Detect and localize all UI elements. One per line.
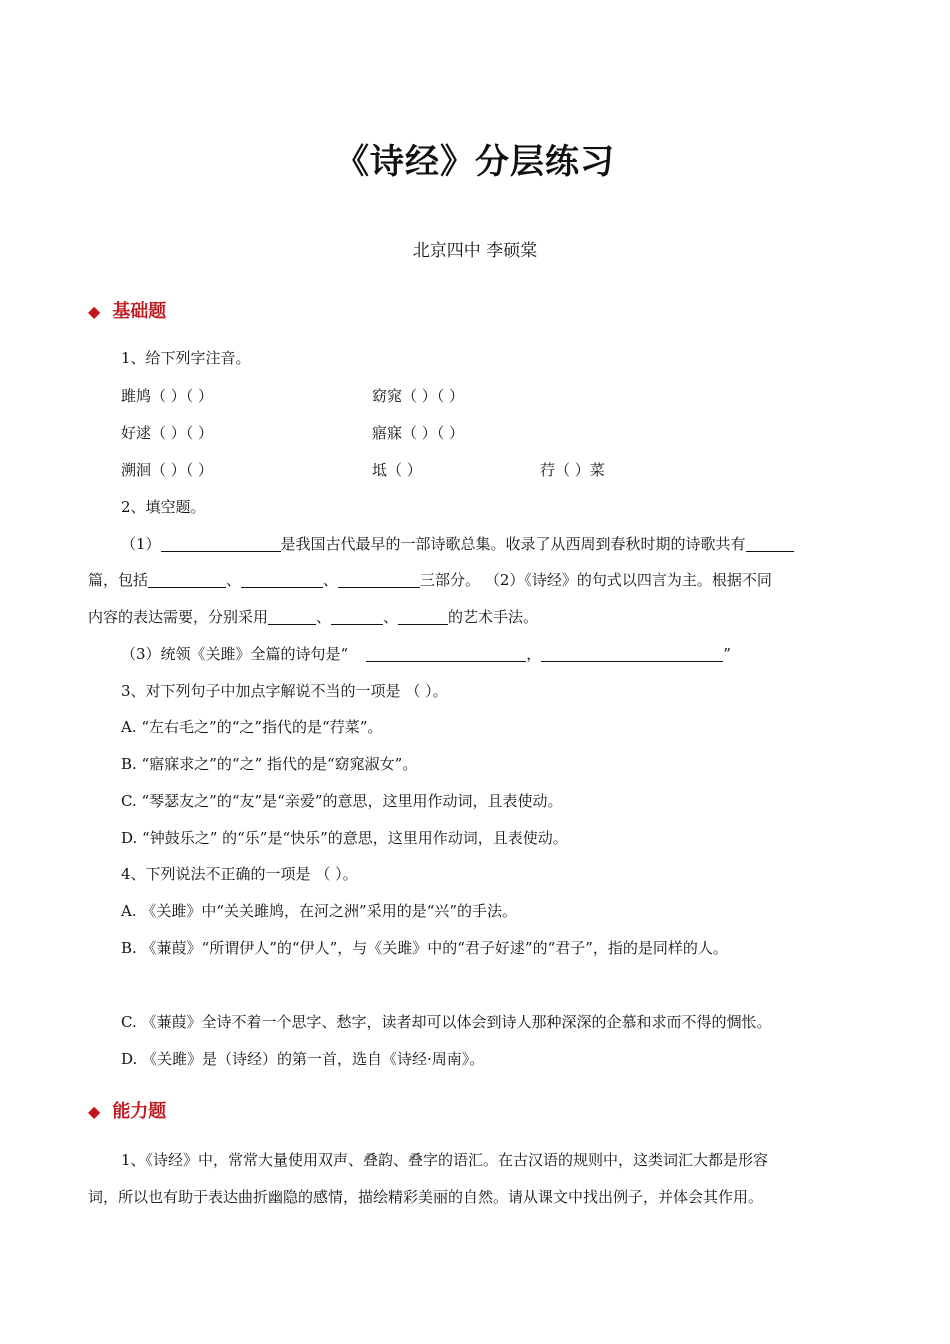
question-3-prompt: 3、对下列句子中加点字解说不当的一项是 （ ）。 — [121, 682, 448, 700]
option-c: C. “琴瑟友之”的“友”是“亲爱”的意思，这里用作动词，且表使动。 — [121, 792, 563, 810]
option-b: B. “寤寐求之”的“之” 指代的是“窈窕淑女”。 — [121, 755, 418, 773]
text: 是我国古代最早的一部诗歌总集。收录了从西周到春秋时期的诗歌共有 — [280, 535, 746, 553]
option-a: A. “左右毛之”的“之”指代的是“荇菜”。 — [121, 718, 383, 736]
answer-blank[interactable] — [268, 608, 316, 625]
answer-blank[interactable] — [746, 535, 794, 552]
option-d: D. “钟鼓乐之” 的“乐”是“快乐”的意思，这里用作动词，且表使动。 — [121, 829, 568, 847]
question-4-prompt: 4、下列说法不正确的一项是 （ ）。 — [121, 865, 358, 883]
diamond-icon: ◆ — [88, 1102, 101, 1121]
fill-line-4 — [121, 644, 731, 664]
text: ” — [723, 645, 731, 663]
text: （1） — [121, 535, 161, 553]
section-title: 能力题 — [112, 1101, 167, 1122]
text: ， — [526, 645, 542, 663]
pinyin-item: 溯洄（ ）（ ） — [121, 461, 214, 479]
text: 内容的表达需要，分别采用 — [88, 608, 269, 626]
section-heading-ability — [88, 1097, 166, 1123]
option-c: C. 《蒹葭》全诗不着一个思字、愁字，读者却可以体会到诗人那种深深的企慕和求而不得的惆怅。 — [121, 1013, 772, 1031]
answer-blank[interactable] — [241, 571, 323, 588]
answer-blank[interactable] — [541, 645, 723, 662]
answer-blank[interactable] — [366, 645, 526, 662]
text: 篇，包括 — [88, 571, 149, 589]
ability-question-line: 词，所以也有助于表达曲折幽隐的感情，描绘精彩美丽的自然。请从课文中找出例子，并体会其作用。 — [88, 1188, 764, 1206]
ability-question-line: 1、《诗经》中，常常大量使用双声、叠韵、叠字的语汇。在古汉语的规则中，这类词汇大都是形容 — [121, 1151, 769, 1169]
text: 三部分。 （2）《诗经》的句式以四言为主。根据不同 — [420, 571, 772, 589]
pinyin-item: 好逑（ ）（ ） — [121, 424, 214, 442]
pinyin-item: 荇（ ）菜 — [540, 461, 605, 479]
section-heading-basic — [88, 297, 166, 323]
text: 的艺术手法。 — [448, 608, 539, 626]
fill-line-2 — [88, 570, 772, 590]
pinyin-item: 坻（ ） — [372, 461, 422, 479]
text: 、 — [383, 608, 399, 626]
fill-line-3 — [88, 607, 538, 627]
text: 、 — [323, 571, 339, 589]
text: 、 — [316, 608, 332, 626]
answer-blank[interactable] — [331, 608, 383, 625]
pinyin-item: 寤寐（ ）（ ） — [372, 424, 465, 442]
question-2-prompt: 2、填空题。 — [121, 498, 206, 516]
fill-line-1 — [121, 534, 794, 554]
option-b: B. 《蒹葭》“所谓伊人”的“伊人”，与《关雎》中的“君子好逑”的“君子”，指的是同样的人。 — [121, 939, 728, 957]
option-a: A. 《关雎》中“关关雎鸠，在河之洲”采用的是“兴”的手法。 — [121, 902, 518, 920]
answer-blank[interactable] — [161, 535, 281, 552]
author-line: 北京四中 李硕棠 — [412, 241, 538, 261]
answer-blank[interactable] — [148, 571, 226, 588]
text: （3）统领《关雎》全篇的诗句是“ — [121, 645, 349, 663]
pinyin-item: 雎鸠（ ）（ ） — [121, 387, 214, 405]
diamond-icon: ◆ — [88, 302, 101, 321]
section-title: 基础题 — [112, 301, 167, 322]
question-1-prompt: 1、给下列字注音。 — [121, 349, 251, 367]
option-d: D. 《关雎》是（诗经）的第一首，选自《诗经·周南》。 — [121, 1050, 485, 1068]
text: 、 — [226, 571, 242, 589]
answer-blank[interactable] — [398, 608, 448, 625]
pinyin-item: 窈窕（ ）（ ） — [372, 387, 465, 405]
page-title: 《诗经》分层练习 — [335, 142, 615, 182]
answer-blank[interactable] — [338, 571, 420, 588]
